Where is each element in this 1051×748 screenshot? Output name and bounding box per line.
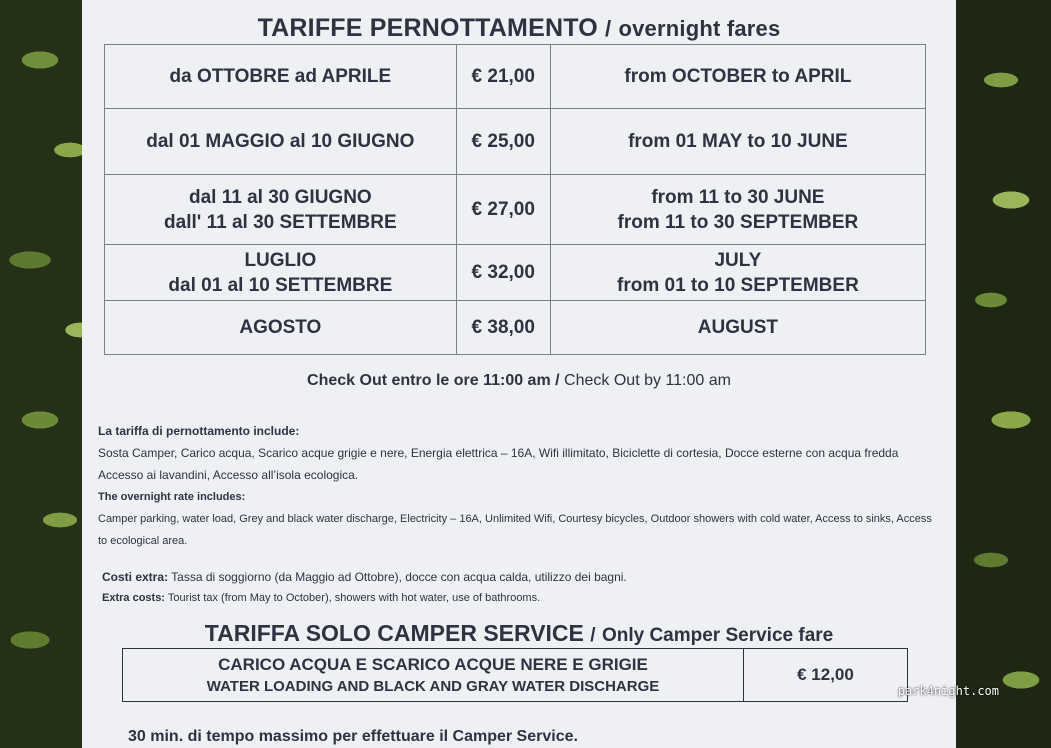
service-title [82, 620, 956, 647]
title-main: TARIFFE PERNOTTAMENTO [257, 14, 598, 42]
fare-row [105, 175, 926, 245]
includes-heading-it: La tariffa di pernottamento include: [98, 424, 300, 438]
checkout-en: Check Out by 11:00 am [564, 372, 731, 389]
extras-text-en: Tourist tax (from May to October), showers with hot water, use of bathrooms. [167, 592, 541, 604]
fare-row [105, 245, 926, 301]
fare-period-en: from 01 MAY to 10 JUNE [550, 109, 925, 175]
service-title-main: TARIFFA SOLO CAMPER SERVICE [204, 620, 584, 646]
service-table [122, 648, 908, 702]
fare-period-en: from OCTOBER to APRIL [550, 45, 925, 109]
checkout-separator: / [555, 372, 560, 389]
checkout-note [82, 372, 956, 390]
service-time-note: 30 min. di tempo massimo per effettuare il Camper Service. [128, 728, 578, 745]
service-row [123, 649, 908, 702]
fare-row [105, 301, 926, 355]
fare-price: € 27,00 [456, 175, 550, 245]
fare-row [105, 109, 926, 175]
extras-it [102, 566, 952, 588]
service-description: CARICO ACQUA E SCARICO ACQUE NERE E GRIGIE WATER LOADING AND BLACK AND GRAY WATER DISCHARGE [123, 649, 744, 702]
fare-price: € 32,00 [456, 245, 550, 301]
watermark: park4night.com [897, 684, 999, 698]
sign-title [82, 14, 956, 43]
extras-section [102, 566, 952, 608]
fare-price: € 38,00 [456, 301, 550, 355]
title-separator: / [605, 16, 612, 41]
foliage-right [951, 0, 1051, 748]
service-title-sub: Only Camper Service fare [601, 625, 834, 646]
includes-text-en-1: Camper parking, water load, Grey and black water discharge, Electricity – 16A, Unlimited Wifi, Courtesy bicycles, Outdoor showers with cold water, Access to sinks, Access [98, 513, 932, 525]
fare-period-it: dal 01 MAGGIO al 10 GIUGNO [105, 109, 457, 175]
fare-period-it: dal 11 al 30 GIUGNO dall' 11 al 30 SETTEMBRE [105, 175, 457, 245]
service-price: € 12,00 [744, 649, 908, 702]
fare-period-en: JULY from 01 to 10 SEPTEMBER [550, 245, 925, 301]
fare-period-en: AUGUST [550, 301, 925, 355]
extras-en [102, 588, 952, 608]
fare-row [105, 45, 926, 109]
fare-period-it: AGOSTO [105, 301, 457, 355]
fare-price: € 21,00 [456, 45, 550, 109]
service-title-separator: / [590, 625, 596, 646]
fare-price: € 25,00 [456, 109, 550, 175]
includes-text-it-2: Accesso ai lavandini, Accesso all’isola ecologica. [98, 468, 359, 482]
includes-heading-en: The overnight rate includes: [98, 491, 246, 503]
fare-period-en: from 11 to 30 JUNE from 11 to 30 SEPTEMBER [550, 175, 925, 245]
fares-table [104, 44, 926, 355]
extras-text-it: Tassa di soggiorno (da Maggio ad Ottobre), docce con acqua calda, utilizzo dei bagni. [171, 570, 627, 584]
fare-period-it: da OTTOBRE ad APRILE [105, 45, 457, 109]
fare-period-it: LUGLIO dal 01 al 10 SETTEMBRE [105, 245, 457, 301]
checkout-it: Check Out entro le ore 11:00 am [307, 372, 551, 389]
title-sub: overnight fares [618, 16, 781, 41]
includes-text-en-2: to ecological area. [98, 535, 188, 547]
includes-section [98, 420, 948, 552]
includes-text-it-1: Sosta Camper, Carico acqua, Scarico acque grigie e nere, Energia elettrica – 16A, Wifi illimitato, Biciclette di cortesia, Docce esterne con acqua fredda [98, 446, 899, 460]
extras-label-it: Costi extra: [102, 570, 169, 584]
extras-label-en: Extra costs: [102, 592, 165, 604]
fare-sign [82, 0, 956, 748]
